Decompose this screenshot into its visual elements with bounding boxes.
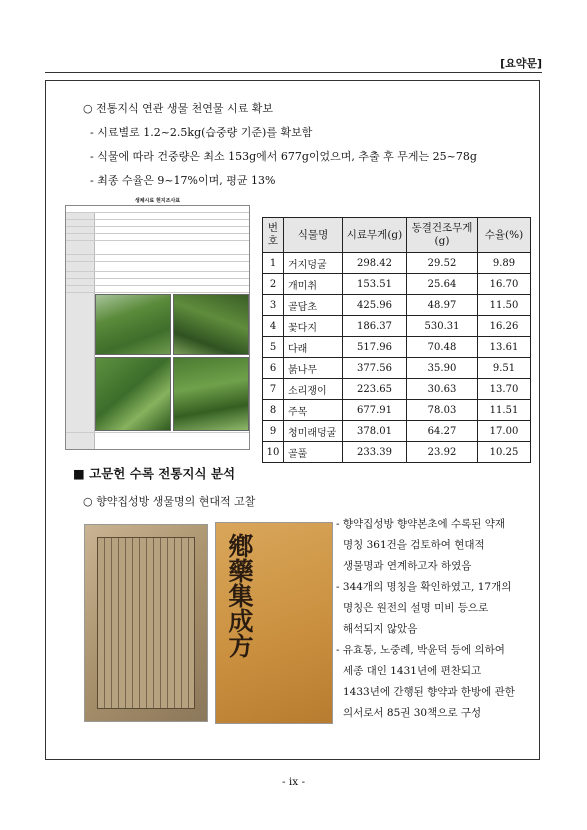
table-cell: 48.97 — [407, 295, 478, 316]
table-cell: 16.26 — [478, 316, 531, 337]
table-cell: 붉나무 — [284, 358, 343, 379]
old-book-page-image — [84, 524, 208, 722]
plant-photo — [173, 294, 249, 355]
table-cell: 425.96 — [343, 295, 407, 316]
table-cell: 다래 — [284, 337, 343, 358]
table-cell: 35.90 — [407, 358, 478, 379]
table-cell: 378.01 — [343, 421, 407, 442]
header-rule — [45, 72, 542, 73]
table-cell: 10.25 — [478, 442, 531, 463]
table-cell: 골풀 — [284, 442, 343, 463]
table-row — [263, 316, 531, 337]
table-cell: 주목 — [284, 400, 343, 421]
table-cell: 6 — [263, 358, 284, 379]
sample-yield-table — [262, 217, 531, 463]
table-row — [263, 295, 531, 316]
table-cell: 꽃다지 — [284, 316, 343, 337]
table-header: 동결건조무게(g) — [407, 218, 478, 253]
table-row — [263, 253, 531, 274]
form-title: 생체시료 현지조사표 — [134, 198, 181, 204]
section1-item: - 시료별로 1.2~2.5kg(습중량 기준)를 확보함 — [90, 126, 313, 139]
table-row — [263, 337, 531, 358]
table-cell: 11.50 — [478, 295, 531, 316]
section1-item: - 최종 수율은 9~17%이며, 평균 13% — [90, 174, 276, 187]
table-cell: 골담초 — [284, 295, 343, 316]
table-header: 시료무게(g) — [343, 218, 407, 253]
table-header: 번호 — [263, 218, 284, 253]
book-title: 鄕藥集成方 — [225, 533, 254, 658]
table-cell: 64.27 — [407, 421, 478, 442]
section2-heading: ■ 고문헌 수록 전통지식 분석 — [73, 466, 236, 481]
table-cell: 16.70 — [478, 274, 531, 295]
table-cell: 거지덩굴 — [284, 253, 343, 274]
table-cell: 223.65 — [343, 379, 407, 400]
table-header: 수율(%) — [478, 218, 531, 253]
plant-photo — [95, 357, 171, 431]
table-cell: 2 — [263, 274, 284, 295]
table-cell: 9.51 — [478, 358, 531, 379]
table-cell: 517.96 — [343, 337, 407, 358]
table-cell: 30.63 — [407, 379, 478, 400]
table-cell: 298.42 — [343, 253, 407, 274]
table-cell: 13.70 — [478, 379, 531, 400]
table-cell: 개미취 — [284, 274, 343, 295]
table-cell: 70.48 — [407, 337, 478, 358]
section1-bullet: ○ 전통지식 연관 생물 천연물 시료 확보 — [83, 102, 273, 115]
table-cell: 9 — [263, 421, 284, 442]
field-survey-form-image — [65, 198, 250, 450]
table-cell: 78.03 — [407, 400, 478, 421]
table-cell: 17.00 — [478, 421, 531, 442]
table-cell: 29.52 — [407, 253, 478, 274]
table-header: 식물명 — [284, 218, 343, 253]
table-row — [263, 442, 531, 463]
table-cell: 5 — [263, 337, 284, 358]
table-row — [263, 421, 531, 442]
table-cell: 233.39 — [343, 442, 407, 463]
paragraph: - 향약집성방 향약본초에 수록된 약재 명칭 361건을 검토하여 현대적 생물명과 연계하고자 하였음 — [336, 518, 506, 572]
table-cell: 10 — [263, 442, 284, 463]
table-row — [263, 400, 531, 421]
paragraph: - 유효통, 노중례, 박윤덕 등에 의하여 세종 대인 1431년에 편찬되고 1433년에 간행된 향약과 한방에 관한 의서로서 85권 30책으로 구성 — [336, 644, 515, 719]
table-cell: 3 — [263, 295, 284, 316]
table-cell: 1 — [263, 253, 284, 274]
table-row — [263, 379, 531, 400]
table-cell: 530.31 — [407, 316, 478, 337]
section1-item: - 식물에 따라 건중량은 최소 153g에서 677g이었으며, 추출 후 무게는 25~78g — [90, 150, 477, 163]
document-label: [요약문] — [500, 57, 542, 70]
page-number: - ix - — [281, 776, 306, 788]
table-cell: 13.61 — [478, 337, 531, 358]
plant-photo — [173, 357, 249, 431]
table-row — [263, 358, 531, 379]
table-cell: 25.64 — [407, 274, 478, 295]
table-cell: 677.91 — [343, 400, 407, 421]
table-row — [263, 274, 531, 295]
table-cell: 소리쟁이 — [284, 379, 343, 400]
table-cell: 153.51 — [343, 274, 407, 295]
hyangyak-book-cover-image — [215, 522, 333, 724]
table-cell: 7 — [263, 379, 284, 400]
table-cell: 4 — [263, 316, 284, 337]
plant-photo — [95, 294, 171, 355]
table-cell: 377.56 — [343, 358, 407, 379]
table-cell: 11.51 — [478, 400, 531, 421]
table-cell: 9.89 — [478, 253, 531, 274]
table-cell: 23.92 — [407, 442, 478, 463]
table-cell: 청미래덩굴 — [284, 421, 343, 442]
table-cell: 186.37 — [343, 316, 407, 337]
section2-bullet: ○ 향약집성방 생물명의 현대적 고찰 — [83, 495, 256, 508]
paragraph: - 344개의 명칭을 확인하였고, 17개의 명칭은 원전의 설명 미비 등으로 해석되지 않았음 — [336, 581, 512, 635]
table-cell: 8 — [263, 400, 284, 421]
